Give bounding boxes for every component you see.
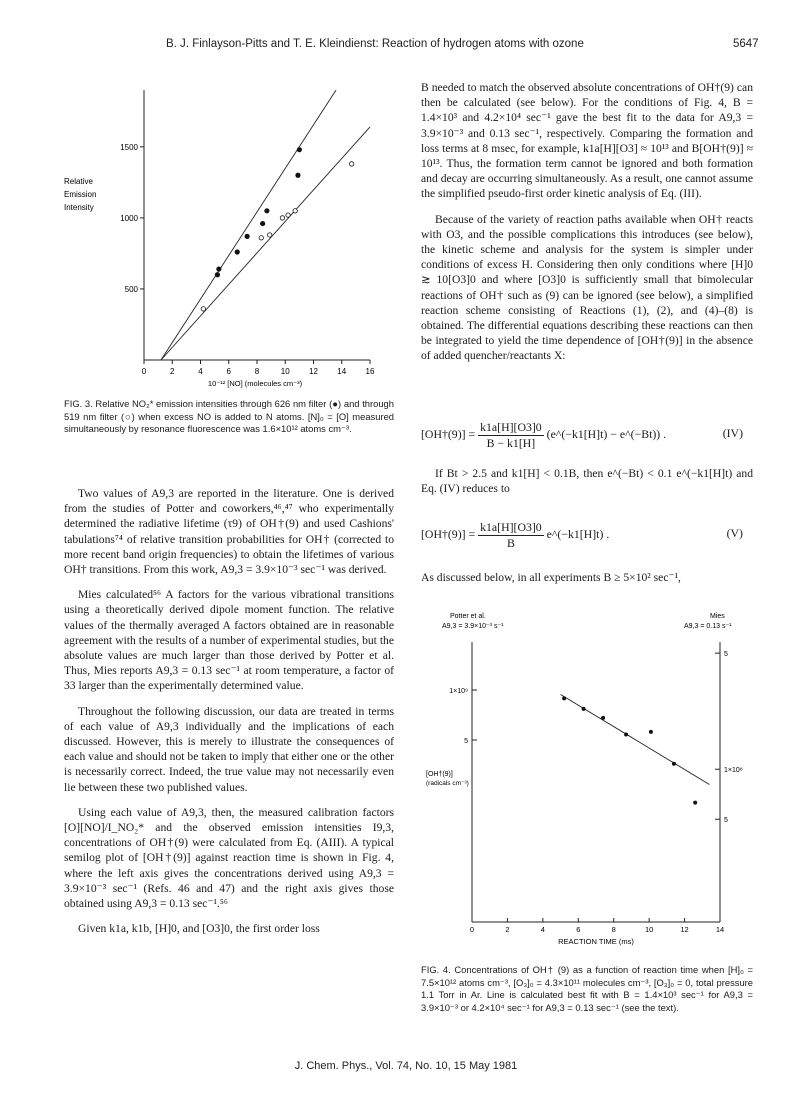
figure-3-point-open (293, 209, 297, 213)
figure-4-point (649, 730, 653, 734)
right-column-top (421, 80, 753, 374)
figure-3-point-filled (245, 234, 249, 238)
figure-4-ylabel-2: (radicals cm⁻³) (426, 780, 469, 787)
figure-4-point (601, 716, 605, 720)
figure-3-x-tick-label: 4 (198, 367, 203, 376)
equation-v-numerator: k1a[H][O3]0 (480, 520, 542, 534)
figure-4-point (693, 801, 697, 805)
figure-3-x-tick-label: 6 (226, 367, 231, 376)
figure-3-point-filled (215, 273, 219, 277)
figure-4-axes (472, 642, 720, 922)
figure-4-left-axis-title-2: A9,3 = 3.9×10⁻³ s⁻¹ (442, 623, 504, 630)
figure-4-ticks (449, 651, 743, 934)
right-paragraph-3: If Bt > 2.5 and k1[H] < 0.1B, then e^(−Bt) < 0.1 e^(−k1[H]t) and Eq. (IV) reduces to (421, 467, 753, 496)
left-paragraph-1: Two values of A9,3 are reported in the literature. One is derived from the studies of Potter and coworkers,⁴⁶,⁴⁷ who experimentally determined the radiative lifetime (τ9) of OH†(9) and used Cashions' tabulations⁷⁴ of relative transition probabilities for OH† (corrected to more recent band origin frequencies) to obtain the lifetimes of various OH† transitions. From this work, A9,3 = 3.9×10⁻³ sec⁻¹ was derived. (64, 487, 394, 577)
left-paragraph-4: Using each value of A9,3, then, the measured calibration factors [O][NO]/I_NO₂* and the observed emission intensities I9,3, concentrations of OH†(9) were calculated from Eq. (AIII). A typical semilog plot of [OH†(9)] against reaction time is shown in Fig. 4, where the left axis gives the concentrations derived using A9,3 = 3.9×10⁻³ sec⁻¹ (Refs. 46 and 47) and the right axis gives those obtained using A9,3 = 0.13 sec⁻¹.⁵⁶ (64, 805, 394, 911)
figure-4-caption: FIG. 4. Concentrations of OH† (9) as a function of reaction time when [H]₀ = 7.5×10¹² atoms cm⁻³, [O₃]₀ = 4.3×10¹¹ molecules cm⁻³, [O₃]₀ = 0, total pressure 1.1 Torr in Ar. Line is calculated best fit with B = 1.4×10³ sec⁻¹ for A9,3 = 3.9×10⁻³ or 4.2×10⁴ sec⁻¹ for A9,3 = 0.13 sec⁻¹ (see the text). (421, 964, 753, 1013)
figure-4-x-tick-label: 14 (715, 925, 725, 934)
figure-4-right-tick-label: 5 (724, 651, 728, 659)
figure-3-point-open (259, 236, 263, 240)
figure-3-x-tick-label: 10 (280, 367, 290, 376)
figure-4-right-axis-title-2: A9,3 = 0.13 s⁻¹ (684, 623, 732, 630)
right-column-end (421, 570, 753, 595)
figure-4-x-tick-label: 0 (469, 925, 475, 934)
figure-3-point-filled (265, 209, 269, 213)
equation-iv-lhs: [OH†(9)] = (421, 427, 476, 442)
equation-iv-fraction (478, 420, 544, 451)
figure-3-x-tick-label: 14 (337, 367, 347, 376)
right-column-mid (421, 466, 753, 506)
left-paragraph-2: Mies calculated⁵⁶ A factors for the various vibrational transitions using a theoretically derived dipole moment function. The relative values of the thermally averaged A factors obtained are in reasonable agreement with the results of a number of experimental studies, but the absolute values are much larger than those derived by Potter et al. Thus, Mies reports A9,3 = 0.13 sec⁻¹ at room temperature, a factor of 33 larger than the experimentally determined value. (64, 588, 394, 693)
figure-4-x-tick-label: 4 (540, 925, 545, 934)
figure-3-ylabel-line1: Relative (64, 177, 93, 186)
equation-iv-rhs: (e^(−k1[H]t) − e^(−Bt)) . (546, 427, 667, 442)
figure-3-fit-line (161, 90, 336, 360)
left-column (64, 486, 394, 946)
figure-3-point-filled (297, 147, 301, 151)
figure-3-ticks (120, 143, 375, 376)
figure-3-xlabel: 10⁻¹² [NO] (molecules cm⁻³) (207, 379, 303, 388)
journal-footer: J. Chem. Phys., Vol. 74, No. 10, 15 May 1981 (294, 1060, 518, 1072)
figure-3-point-filled (217, 267, 221, 271)
equation-v-fraction (478, 520, 544, 551)
figure-4-x-tick-label: 6 (576, 925, 581, 934)
figure-3-x-tick-label: 2 (170, 367, 175, 376)
figure-3-x-tick-label: 0 (141, 367, 147, 376)
running-header (0, 38, 812, 54)
equation-iv-denominator: B − k1[H] (486, 436, 536, 450)
figure-3-point-open (201, 307, 205, 311)
figure-4-xlabel: REACTION TIME (ms) (558, 937, 634, 946)
left-paragraph-3: Throughout the following discussion, our data are treated in terms of each value of A9,3 individually and the implications of each discussed. However, this is merely to illustrate the consequences of each value and should not be taken to imply that either one or the other is necessarily correct. Indeed, the true value may not necessarily even lie between these two published values. (64, 704, 394, 794)
running-header-authors: B. J. Finlayson-Pitts and T. E. Kleindienst: Reaction of hydrogen atoms with ozone (166, 38, 584, 50)
figure-4-point (562, 696, 566, 700)
figure-3-point-filled (296, 173, 300, 177)
figure-4-left-tick-label: 1×10⁹ (449, 688, 468, 695)
figure-3-points (201, 147, 354, 311)
figure-4-chart (420, 606, 750, 950)
equation-v-denominator: B (506, 536, 515, 550)
figure-3-chart (60, 78, 395, 390)
figure-3-x-tick-label: 16 (365, 367, 375, 376)
figure-4-point (582, 707, 586, 711)
figure-3-ylabel-line2: Emission (64, 190, 97, 199)
right-paragraph-4: As discussed below, in all experiments B ≥ 5×10² sec⁻¹, (421, 571, 681, 584)
right-paragraph-2: Because of the variety of reaction paths available when OH† reacts with O3, and the possible complications this introduces (see below), the kinetic scheme and analysis for the system is simpler under conditions of excess H. Considering then only conditions where [H]0 ≳ 10[O3]0 and where [O3]0 is sufficiently small that bimolecular reactions of OH† such as (9) can be ignored (see below), a simplified reaction scheme consisting of Reactions (1), (2), and (4)–(8) is obtained. The differential equations describing these reactions can then be integrated to yield the time dependence of [OH†(9)] in the absence of added quencher/reactants X: (421, 212, 753, 363)
figure-3-fit-lines (161, 90, 370, 360)
figure-4-x-tick-label: 2 (505, 925, 510, 934)
figure-3-x-tick-label: 12 (309, 367, 318, 376)
equation-iv (421, 420, 753, 451)
left-paragraph-5: Given k1a, k1b, [H]0, and [O3]0, the first order loss (78, 922, 320, 936)
figure-4-point (624, 732, 628, 736)
figure-4-right-axis-title-1: Mies (710, 613, 725, 620)
figure-4-x-tick-label: 10 (644, 925, 654, 934)
figure-3-y-tick-label: 1500 (120, 142, 138, 152)
figure-4-right-tick-label: 1×10⁸ (724, 767, 743, 775)
figure-3-point-open (286, 213, 290, 217)
equation-v-lhs: [OH†(9)] = (421, 527, 476, 542)
equation-v-label: (V) (726, 526, 743, 540)
equation-iv-numerator: k1a[H][O3]0 (480, 420, 542, 434)
figure-3-y-tick-label: 1000 (120, 213, 138, 223)
figure-3-fit-line (161, 127, 370, 360)
right-paragraph-1: B needed to match the observed absolute concentrations of OH†(9) can then be calculated (see below). For the conditions of Fig. 4, B = 1.4×10³ and 4.2×10⁴ sec⁻¹ gave the best fit to the data for A9,3 = 3.9×10⁻³ and 0.13 sec⁻¹, respectively. Comparing the formation and loss terms at 8 msec, for example, k1a[H][O3] ≈ 10¹³ and B[OH†(9)] ≈ 10¹³. Thus, the formation term cannot be ignored and both formation and decay are occurring simultaneously. As a result, one cannot assume the simplified pseudo-first order kinetic analysis of Eq. (III). (421, 81, 753, 201)
figure-3-point-open (349, 162, 353, 166)
figure-3-x-tick-label: 8 (254, 367, 260, 376)
figure-3-axes (144, 90, 370, 360)
figure-4-ylabel-1: [OH†(9)] (426, 771, 453, 778)
figure-3-point-open (268, 233, 272, 237)
figure-3-caption: FIG. 3. Relative NO₂* emission intensities through 626 nm filter (●) and through 519 nm filter (○) when excess NO is added to N atoms. [N]₀ = [O] measured simultaneously by resonance fluorescence was 1.6×10¹² atoms cm⁻³. (64, 398, 394, 435)
equation-v-rhs: e^(−k1[H]t) . (546, 527, 610, 542)
figure-4-right-tick-label: 5 (724, 817, 728, 825)
equation-iv-label: (IV) (722, 426, 743, 440)
figure-4-point (672, 762, 676, 766)
equation-v (421, 520, 753, 551)
figure-4-left-tick-label: 5 (464, 738, 468, 745)
page-number: 5647 (733, 38, 759, 50)
figure-4-points (562, 696, 697, 804)
figure-3-point-filled (235, 250, 239, 254)
figure-4-x-tick-label: 8 (611, 925, 616, 934)
figure-4-x-tick-label: 12 (680, 925, 689, 934)
figure-4-left-axis-title-1: Potter et al. (450, 613, 486, 620)
figure-3-ylabel-line3: Intensity (64, 203, 94, 212)
figure-3-point-open (280, 216, 284, 220)
figure-3-y-tick-label: 500 (124, 284, 138, 294)
figure-3-point-filled (260, 221, 264, 225)
